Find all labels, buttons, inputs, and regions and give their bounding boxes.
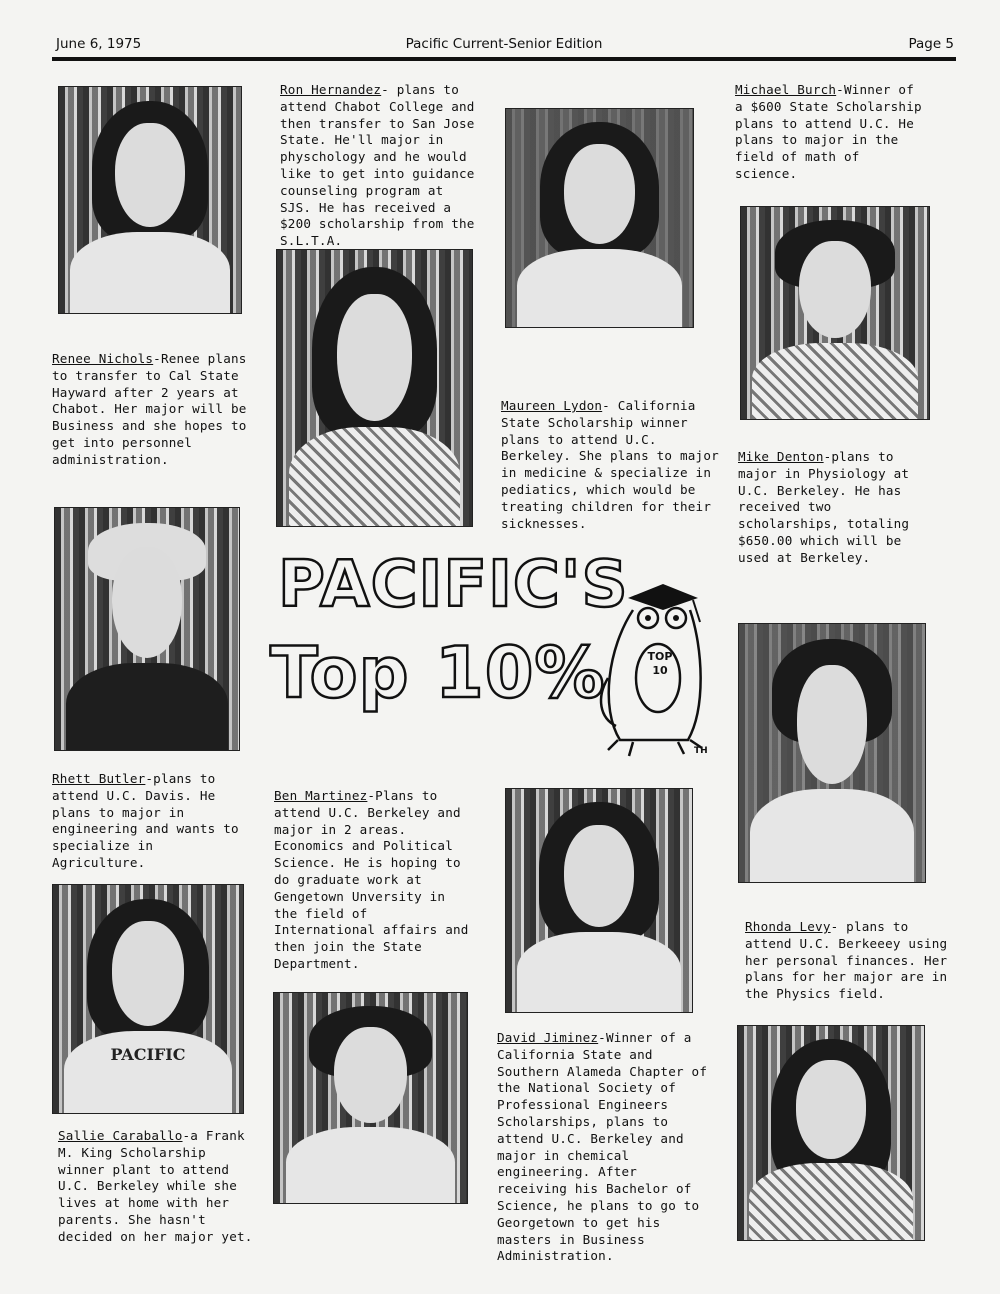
header-rule <box>52 57 956 61</box>
student-bio: -plans to attend U.C. Davis. He plans to major in engineering and wants to specialize in Agriculture. <box>52 771 239 870</box>
student-name: Ben Martinez <box>274 788 368 803</box>
student-bio: -a Frank M. King Scholarship winner plant to attend U.C. Berkeley while she lives at home with her parents. She hasn't decided on her major yet. <box>58 1128 253 1244</box>
logo-subtitle: Top 10% <box>270 632 606 714</box>
caption-rhonda-levy <box>745 919 957 1003</box>
caption-michael-burch <box>735 82 925 183</box>
student-name: Ron Hernandez <box>280 82 382 97</box>
photo-ben-martinez <box>273 992 468 1204</box>
student-bio: -plans to major in Physiology at U.C. Berkeley. He has received two scholarships, totaling $650.00 which will be used at Berkeley. <box>738 449 910 565</box>
photo-renee-nichols <box>58 86 242 314</box>
page-number: Page 5 <box>908 36 954 52</box>
caption-rhett-butler <box>52 771 252 872</box>
student-bio: -Plans to attend U.C. Berkeley and major in 2 areas. Economics and Political Science. He is hoping to do graduate work at Gengetown Unversity in the field of International affairs and then join the State Department. <box>274 788 469 971</box>
caption-mike-denton <box>738 449 940 567</box>
caption-renee-nichols <box>52 351 262 469</box>
student-bio: -Renee plans to transfer to Cal State Hayward after 2 years at Chabot. Her major will be Business and she hopes to get into personnel administration. <box>52 351 247 467</box>
student-name: David Jiminez <box>497 1030 599 1045</box>
logo-title: PACIFIC'S <box>278 548 629 622</box>
student-bio: - California State Scholarship winner plans to attend U.C. Berkeley. She plans to major in medicine & specialize in pediatics, which would be treating children for their sicknesses. <box>501 398 719 531</box>
top-ten-logo <box>270 548 720 773</box>
photo-rhonda-levy <box>738 623 926 883</box>
page-header <box>54 34 954 56</box>
student-name: Rhonda Levy <box>745 919 831 934</box>
student-name: Mike Denton <box>738 449 824 464</box>
photo-maureen-lydon <box>505 108 694 328</box>
caption-maureen-lydon <box>501 398 723 532</box>
artist-initials: TH <box>694 746 708 756</box>
student-name: Michael Burch <box>735 82 837 97</box>
photo-michael-burch <box>737 1025 925 1241</box>
caption-ron-hernandez <box>280 82 480 250</box>
caption-ben-martinez <box>274 788 470 973</box>
photo-ron-hernandez <box>276 249 473 527</box>
student-bio: - plans to attend U.C. Berkeeey using her personal finances. Her plans for her major are in the Physics field. <box>745 919 948 1002</box>
issue-date: June 6, 1975 <box>56 36 142 52</box>
photo-sallie-caraballo <box>52 884 244 1114</box>
photo-mike-denton <box>740 206 930 420</box>
publication-title: Pacific Current-Senior Edition <box>405 36 603 52</box>
student-name: Rhett Butler <box>52 771 146 786</box>
caption-sallie-caraballo <box>58 1128 254 1246</box>
caption-david-jiminez <box>497 1030 709 1265</box>
student-name: Maureen Lydon <box>501 398 603 413</box>
photo-rhett-butler <box>54 507 240 751</box>
shirt-lettering: PACIFIC <box>110 1044 186 1064</box>
photo-david-jiminez <box>505 788 693 1013</box>
student-name: Renee Nichols <box>52 351 154 366</box>
student-bio: -Winner of a California State and Southern Alameda Chapter of the National Society of Professional Engineers Scholarships, plans to attend U.C. Berkeley and major in chemical engineering. After receiving his Bachelor of Science, he plans to go to Georgetown to get his masters in Business Administration. <box>497 1030 708 1264</box>
student-bio: -Winner of a $600 State Scholarship plans to attend U.C. He plans to major in the field of math of science. <box>735 82 922 181</box>
student-bio: - plans to attend Chabot College and then transfer to San Jose State. He'll major in physchology and he would like to get into guidance counseling program at SJS. He has received a $200 scholarship from the S.L.T.A. <box>280 82 475 249</box>
owl-badge-text: TOP 10 <box>647 650 673 677</box>
student-name: Sallie Caraballo <box>58 1128 183 1143</box>
